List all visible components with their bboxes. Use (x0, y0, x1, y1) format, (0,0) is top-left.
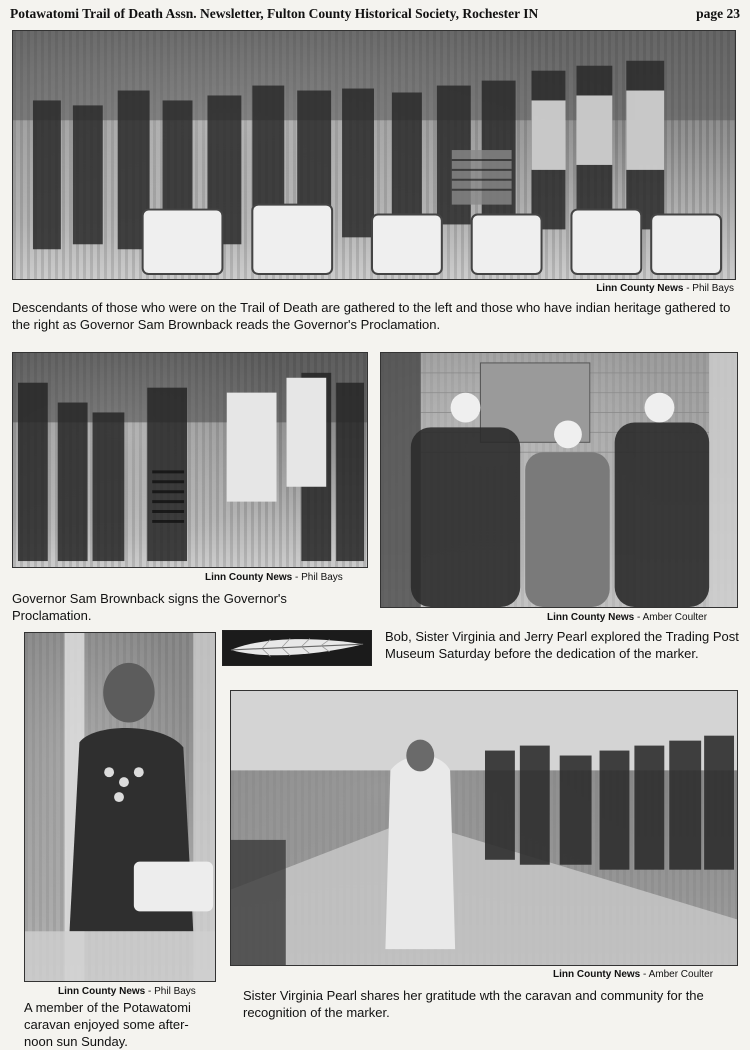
feather-icon (223, 631, 371, 665)
photo-credit-signing (205, 572, 343, 583)
photo-gratitude (230, 690, 738, 966)
photo-trading-post-art (381, 353, 737, 607)
credit-photographer: - Phil Bays (683, 283, 734, 294)
caption-signing: Governor Sam Brownback signs the Governor's Proclamation. (12, 591, 287, 623)
credit-photographer: - Amber Coulter (640, 969, 714, 980)
photo-gratitude-art (231, 691, 737, 965)
photo-credit-gratitude (553, 969, 713, 980)
photo-credit-seated (58, 986, 196, 997)
page-number: page 23 (696, 6, 740, 21)
credit-source: Linn County News (547, 612, 635, 623)
feather-image (222, 630, 372, 666)
photo-trading-post (380, 352, 738, 608)
credit-source: Linn County News (58, 986, 146, 997)
photo-credit-top (596, 283, 734, 294)
photo-governor-signing-art (13, 353, 367, 567)
caption-seated: A member of the Potawatomi caravan enjoyed some after-noon sun Sunday. (24, 1000, 191, 1049)
caption-top: Descendants of those who were on the Trail of Death are gathered to the left and those who have indian heritage gathered to the right as Governor Sam Brownback reads the Governor's Proclamation. (12, 300, 731, 332)
credit-source: Linn County News (553, 969, 641, 980)
newsletter-title: Potawatomi Trail of Death Assn. Newsletter, Fulton County Historical Society, Rochester IN (10, 6, 539, 21)
credit-photographer: - Phil Bays (292, 572, 343, 583)
photo-ceremony-gathering (12, 30, 736, 280)
credit-photographer: - Phil Bays (145, 986, 196, 997)
caption-trading-post: Bob, Sister Virginia and Jerry Pearl explored the Trading Post Museum Saturday before the dedication of the marker. (385, 629, 739, 661)
photo-governor-signing (12, 352, 368, 568)
caption-gratitude: Sister Virginia Pearl shares her gratitude wth the caravan and community for the recognition of the marker. (243, 988, 704, 1020)
photo-seated-member (24, 632, 216, 982)
photo-seated-member-art (25, 633, 215, 981)
photo-ceremony-gathering-art (13, 31, 735, 279)
newsletter-header (10, 3, 740, 25)
photo-credit-trading-post (547, 612, 707, 623)
credit-source: Linn County News (205, 572, 293, 583)
credit-source: Linn County News (596, 283, 684, 294)
credit-photographer: - Amber Coulter (634, 612, 708, 623)
